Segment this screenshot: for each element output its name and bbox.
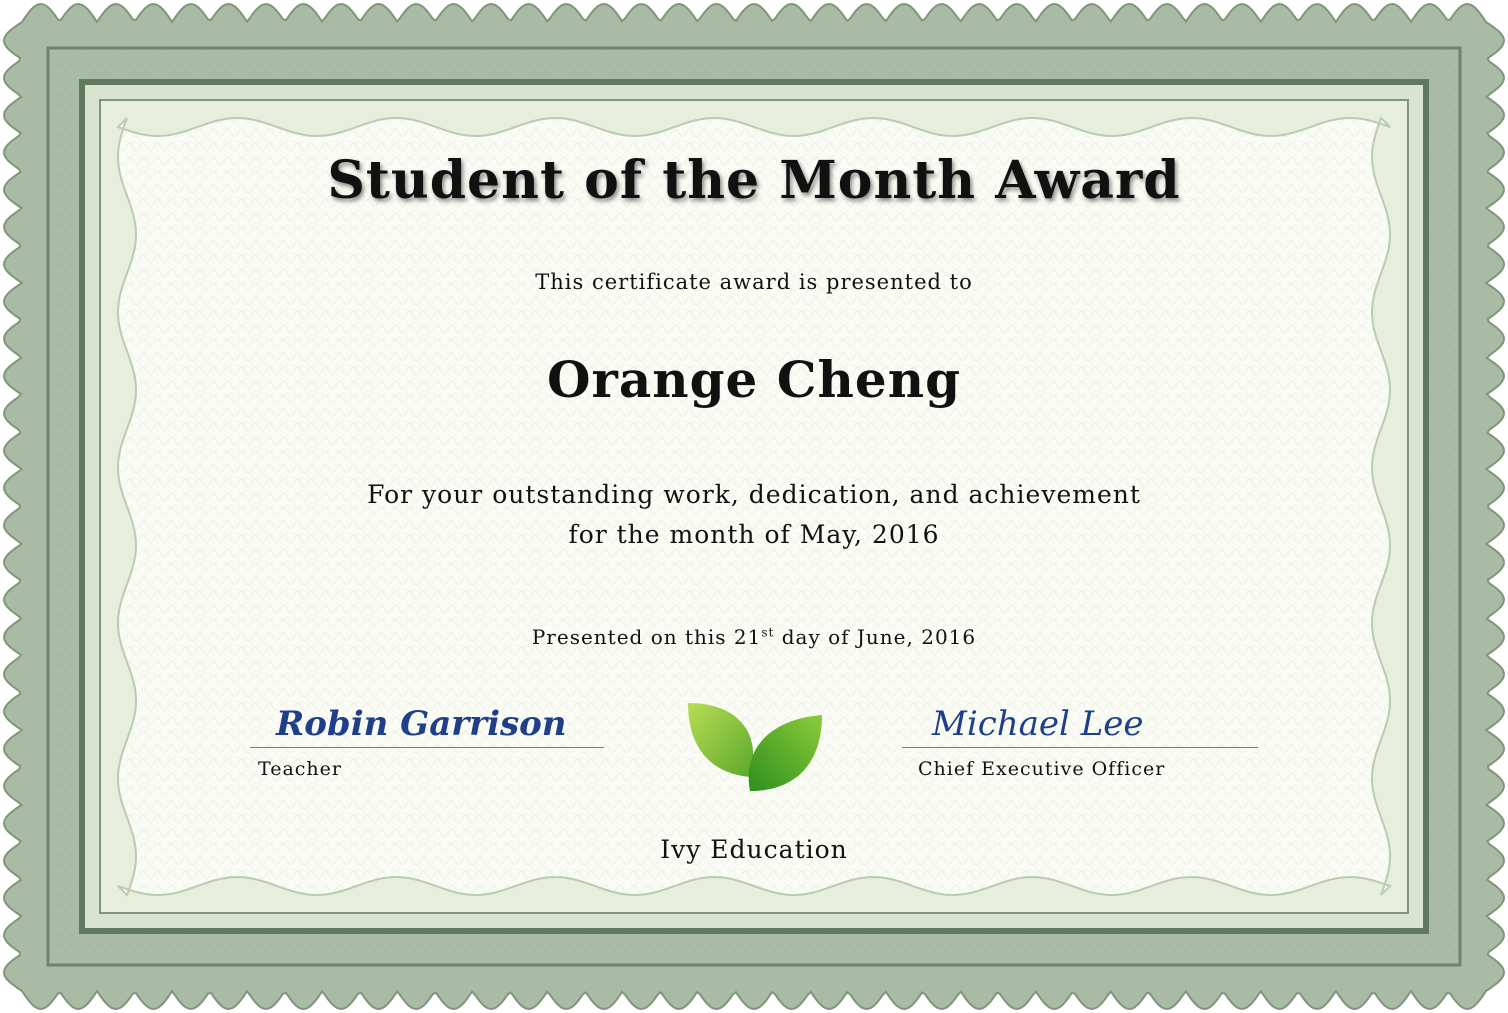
leaf-logo-icon [680, 695, 830, 795]
award-reason [0, 475, 1508, 555]
signatory-role-right: Chief Executive Officer [918, 758, 1166, 780]
date-ordinal: st [761, 625, 775, 640]
signature-left: Robin Garrison [276, 704, 567, 744]
date-rest: day of June, 2016 [774, 625, 977, 649]
date-prefix: Presented on this 21 [531, 625, 762, 649]
signature-line-left [250, 747, 604, 748]
reason-line-2: for the month of May, 2016 [568, 520, 940, 549]
signature-right: Michael Lee [932, 704, 1144, 744]
recipient-name: Orange Cheng [546, 350, 962, 409]
certificate-title: Student of the Month Award [327, 150, 1181, 211]
signatory-role-left: Teacher [258, 758, 342, 780]
organization-name: Ivy Education [660, 835, 848, 864]
presented-to-line: This certificate award is presented to [535, 270, 973, 294]
reason-line-1: For your outstanding work, dedication, and achievement [367, 480, 1141, 509]
presentation-date [0, 625, 1508, 649]
signature-line-right [902, 747, 1258, 748]
